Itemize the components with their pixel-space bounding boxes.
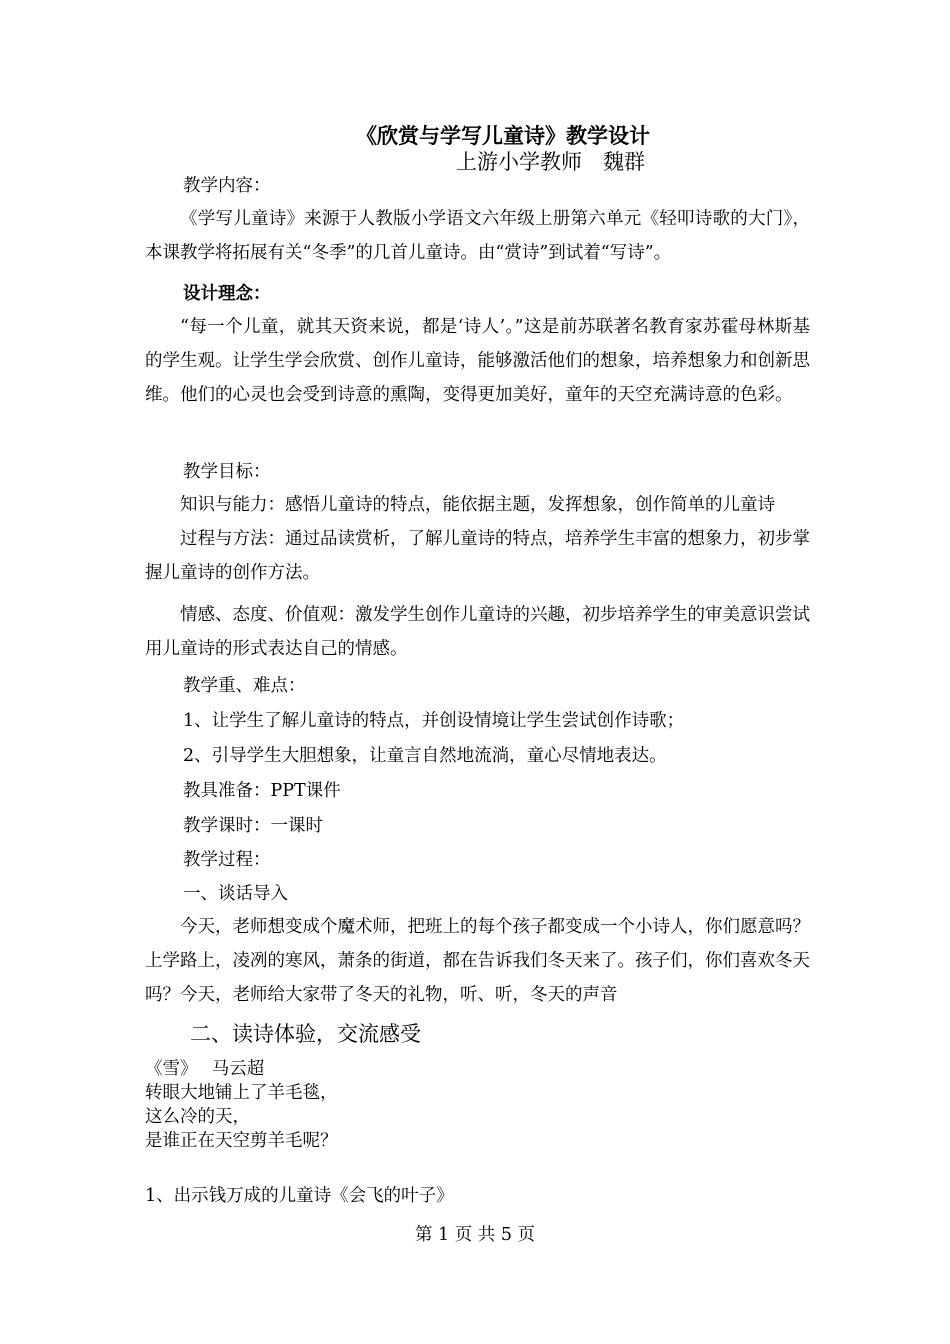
content-paragraph	[145, 202, 810, 270]
tools-line: 教具准备：PPT课件	[183, 781, 341, 801]
goal-emotion-text: 情感、态度、价值观：激发学生创作儿童诗的兴趣，初步培养学生的审美意识尝试用儿童诗的形式表达自己的情感。	[145, 605, 810, 659]
step1-text: 今天，老师想变成个魔术师，把班上的每个孩子都变成一个小诗人，你们愿意吗？上学路上，凌冽的寒风，萧条的街道，都在告诉我们冬天来了。孩子们，你们喜欢冬天吗？今天，老师给大家带了冬天的礼物，听、听，冬天的声音	[145, 917, 810, 1005]
poem-block	[145, 1057, 338, 1153]
step1-title: 一、谈话导入	[183, 884, 288, 904]
key-item-2: 2、引导学生大胆想象，让童言自然地流淌，童心尽情地表达。	[183, 746, 667, 766]
step1-paragraph	[145, 910, 810, 1012]
period-line: 教学课时：一课时	[183, 816, 323, 836]
key-label: 教学重、难点：	[183, 676, 306, 696]
key-item-1: 1、让学生了解儿童诗的特点，并创设情境让学生尝试创作诗歌；	[183, 711, 685, 731]
document-title: 《欣赏与学写儿童诗》教学设计	[356, 123, 650, 148]
goal-knowledge-paragraph	[145, 488, 810, 522]
item-1: 1、出示钱万成的儿童诗《会飞的叶子》	[145, 1186, 454, 1206]
goal-emotion-paragraph	[145, 598, 810, 666]
poem-line: 这么冷的天，	[145, 1107, 250, 1127]
poem-line: 是谁正在天空剪羊毛呢？	[145, 1131, 338, 1151]
concept-paragraph	[145, 310, 810, 412]
goal-process-text: 过程与方法：通过品读赏析，了解儿童诗的特点，培养学生丰富的想象力，初步掌握儿童诗的创作方法。	[145, 529, 810, 583]
step2-title: 二、读诗体验，交流感受	[190, 1022, 421, 1046]
content-label: 教学内容：	[183, 176, 271, 196]
poem-line: 转眼大地铺上了羊毛毯，	[145, 1083, 338, 1103]
page-footer: 第 1 页 共 5 页	[414, 1225, 536, 1245]
concept-label: 设计理念：	[183, 284, 271, 304]
poem-title: 《雪》 马云超	[145, 1059, 265, 1079]
content-text: 《学写儿童诗》来源于人教版小学语文六年级上册第六单元《轻叩诗歌的大门》，本课教学将拓展有关“冬季”的几首儿童诗。由“赏诗”到试着“写诗”。	[145, 209, 810, 263]
document-author: 上游小学教师 魏群	[456, 150, 645, 174]
concept-text: “每一个儿童，就其天资来说，都是‘诗人’。”这是前苏联著名教育家苏霍母林斯基的学生观。让学生学会欣赏、创作儿童诗，能够激活他们的想象，培养想象力和创新思维。他们的心灵也会受到诗意的熏陶，变得更加美好，童年的天空充满诗意的色彩。	[145, 317, 810, 405]
goal-process-paragraph	[145, 522, 810, 590]
process-label: 教学过程：	[183, 850, 271, 870]
goal-label: 教学目标：	[183, 462, 271, 482]
goal-knowledge-text: 知识与能力：感悟儿童诗的特点，能依据主题，发挥想象，创作简单的儿童诗	[180, 495, 775, 515]
